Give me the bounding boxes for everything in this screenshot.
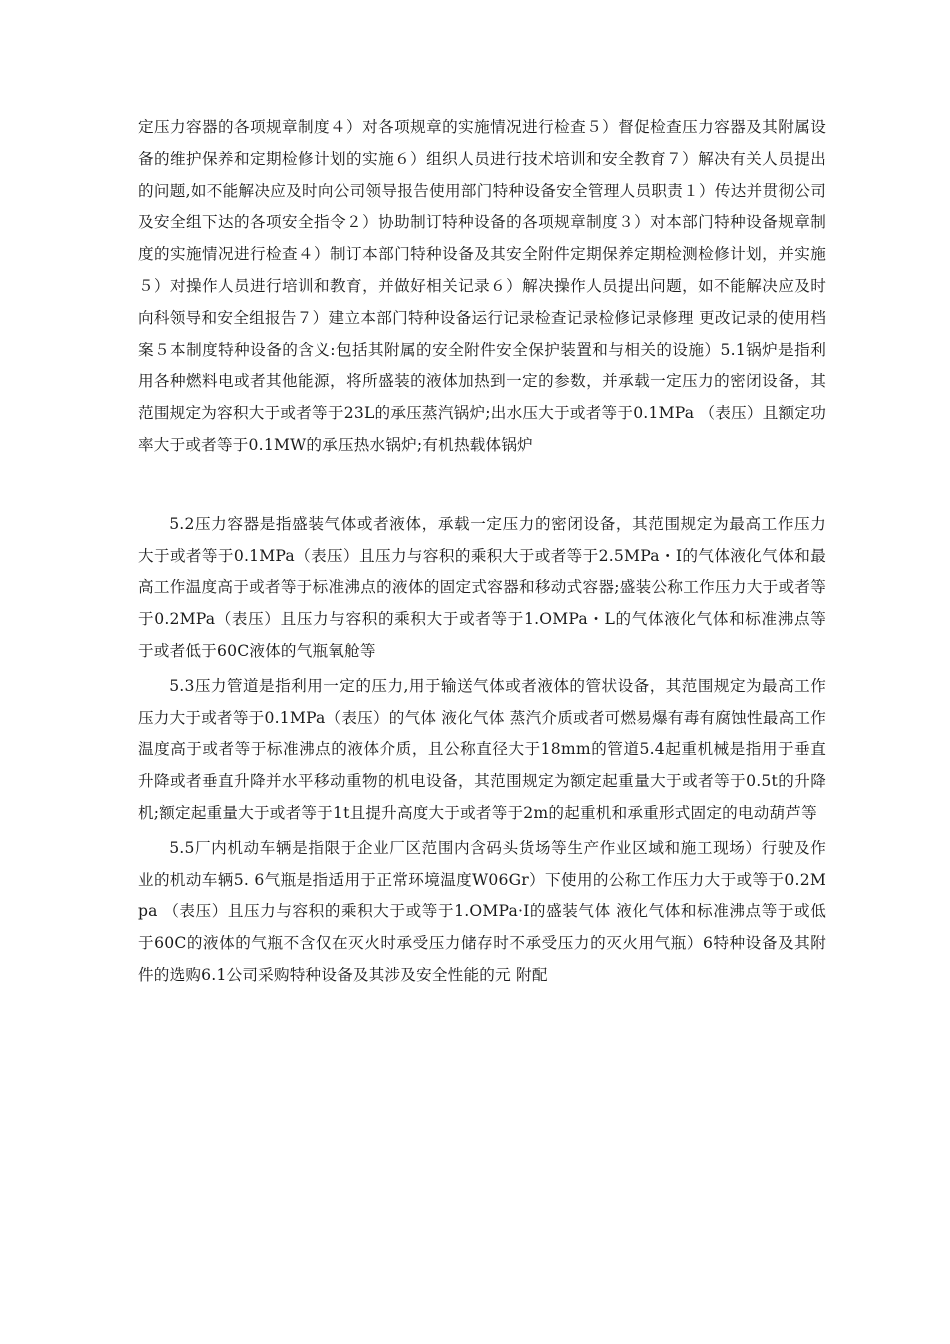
paragraph-2: 5.2压力容器是指盛装气体或者液体，承载一定压力的密闭设备，其范围规定为最高工作压力大于或者等于0.1MPa（表压）且压力与容积的乘积大于或者等于2.5MPa・I的气体液化气体和最高工作温度高于或者等于标准沸点的液体的固定式容器和移动式容器;盛装公称工作压力大于或者等于0.2MPa（表压）且压力与容积的乘积大于或者等于1.OMPa・L的气体液化气体和标准沸点等于或者低于60C液体的气瓶氧舱等 (138, 514, 826, 660)
paragraph-3: 5.3压力管道是指利用一定的压力,用于输送气体或者液体的管状设备，其范围规定为最高工作压力大于或者等于0.1MPa（表压）的气体 液化气体 蒸汽介质或者可燃易爆有毒有腐蚀性最高工作温度高于或者等于标准沸点的液体介质，且公称直径大于18mm的管道5.4起重机械是指用于垂直升降或者垂直升降并水平移动重物的机电设备，其范围规定为额定起重量大于或者等于0.5t的升降机;额定起重量大于或者等于1t且提升高度大于或者等于2m的起重机和承重形式固定的电动葫芦等 (138, 676, 826, 822)
paragraph-4: 5.5厂内机动车辆是指限于企业厂区范围内含码头货场等生产作业区域和施工现场）行驶及作业的机动车辆5. 6气瓶是指适用于正常环境温度W06Gr）下使用的公称工作压力大于或等于0.2Mpa （表压）且压力与容积的乘积大于或等于1.OMPa·I的盛装气体 液化气体和标准沸点等于或低于60C的液体的气瓶不含仅在灭火时承受压力储存时不承受压力的灭火用气瓶）6特种设备及其附件的选购6.1公司采购特种设备及其涉及安全性能的元 附配 (138, 838, 826, 984)
paragraph-1: 定压力容器的各项规章制度４）对各项规章的实施情况进行检查５）督促检查压力容器及其附属设备的维护保养和定期检修计划的实施６）组织人员进行技术培训和安全教育７）解决有关人员提出的问题,如不能解决应及时向公司领导报告使用部门特种设备安全管理人员职责１）传达并贯彻公司及安全组下达的各项安全指令２）协助制订特种设备的各项规章制度３）对本部门特种设备规章制度的实施情况进行检查４）制订本部门特种设备及其安全附件定期保养定期检测检修计划，并实施５）对操作人员进行培训和教育，并做好相关记录６）解决操作人员提出问题，如不能解决应及时向科领导和安全组报告７）建立本部门特种设备运行记录检查记录检修记录修理 更改记录的使用档案５本制度特种设备的含义:包括其附属的安全附件安全保护装置和与相关的设施）5.1锅炉是指利用各种燃料电或者其他能源，将所盛装的液体加热到一定的参数，并承载一定压力的密闭设备，其范围规定为容积大于或者等于23L的承压蒸汽锅炉;出水压大于或者等于0.1MPa （表压）且额定功率大于或者等于0.1MW的承压热水锅炉;有机热载体锅炉 (138, 118, 826, 454)
document-page (138, 112, 826, 992)
